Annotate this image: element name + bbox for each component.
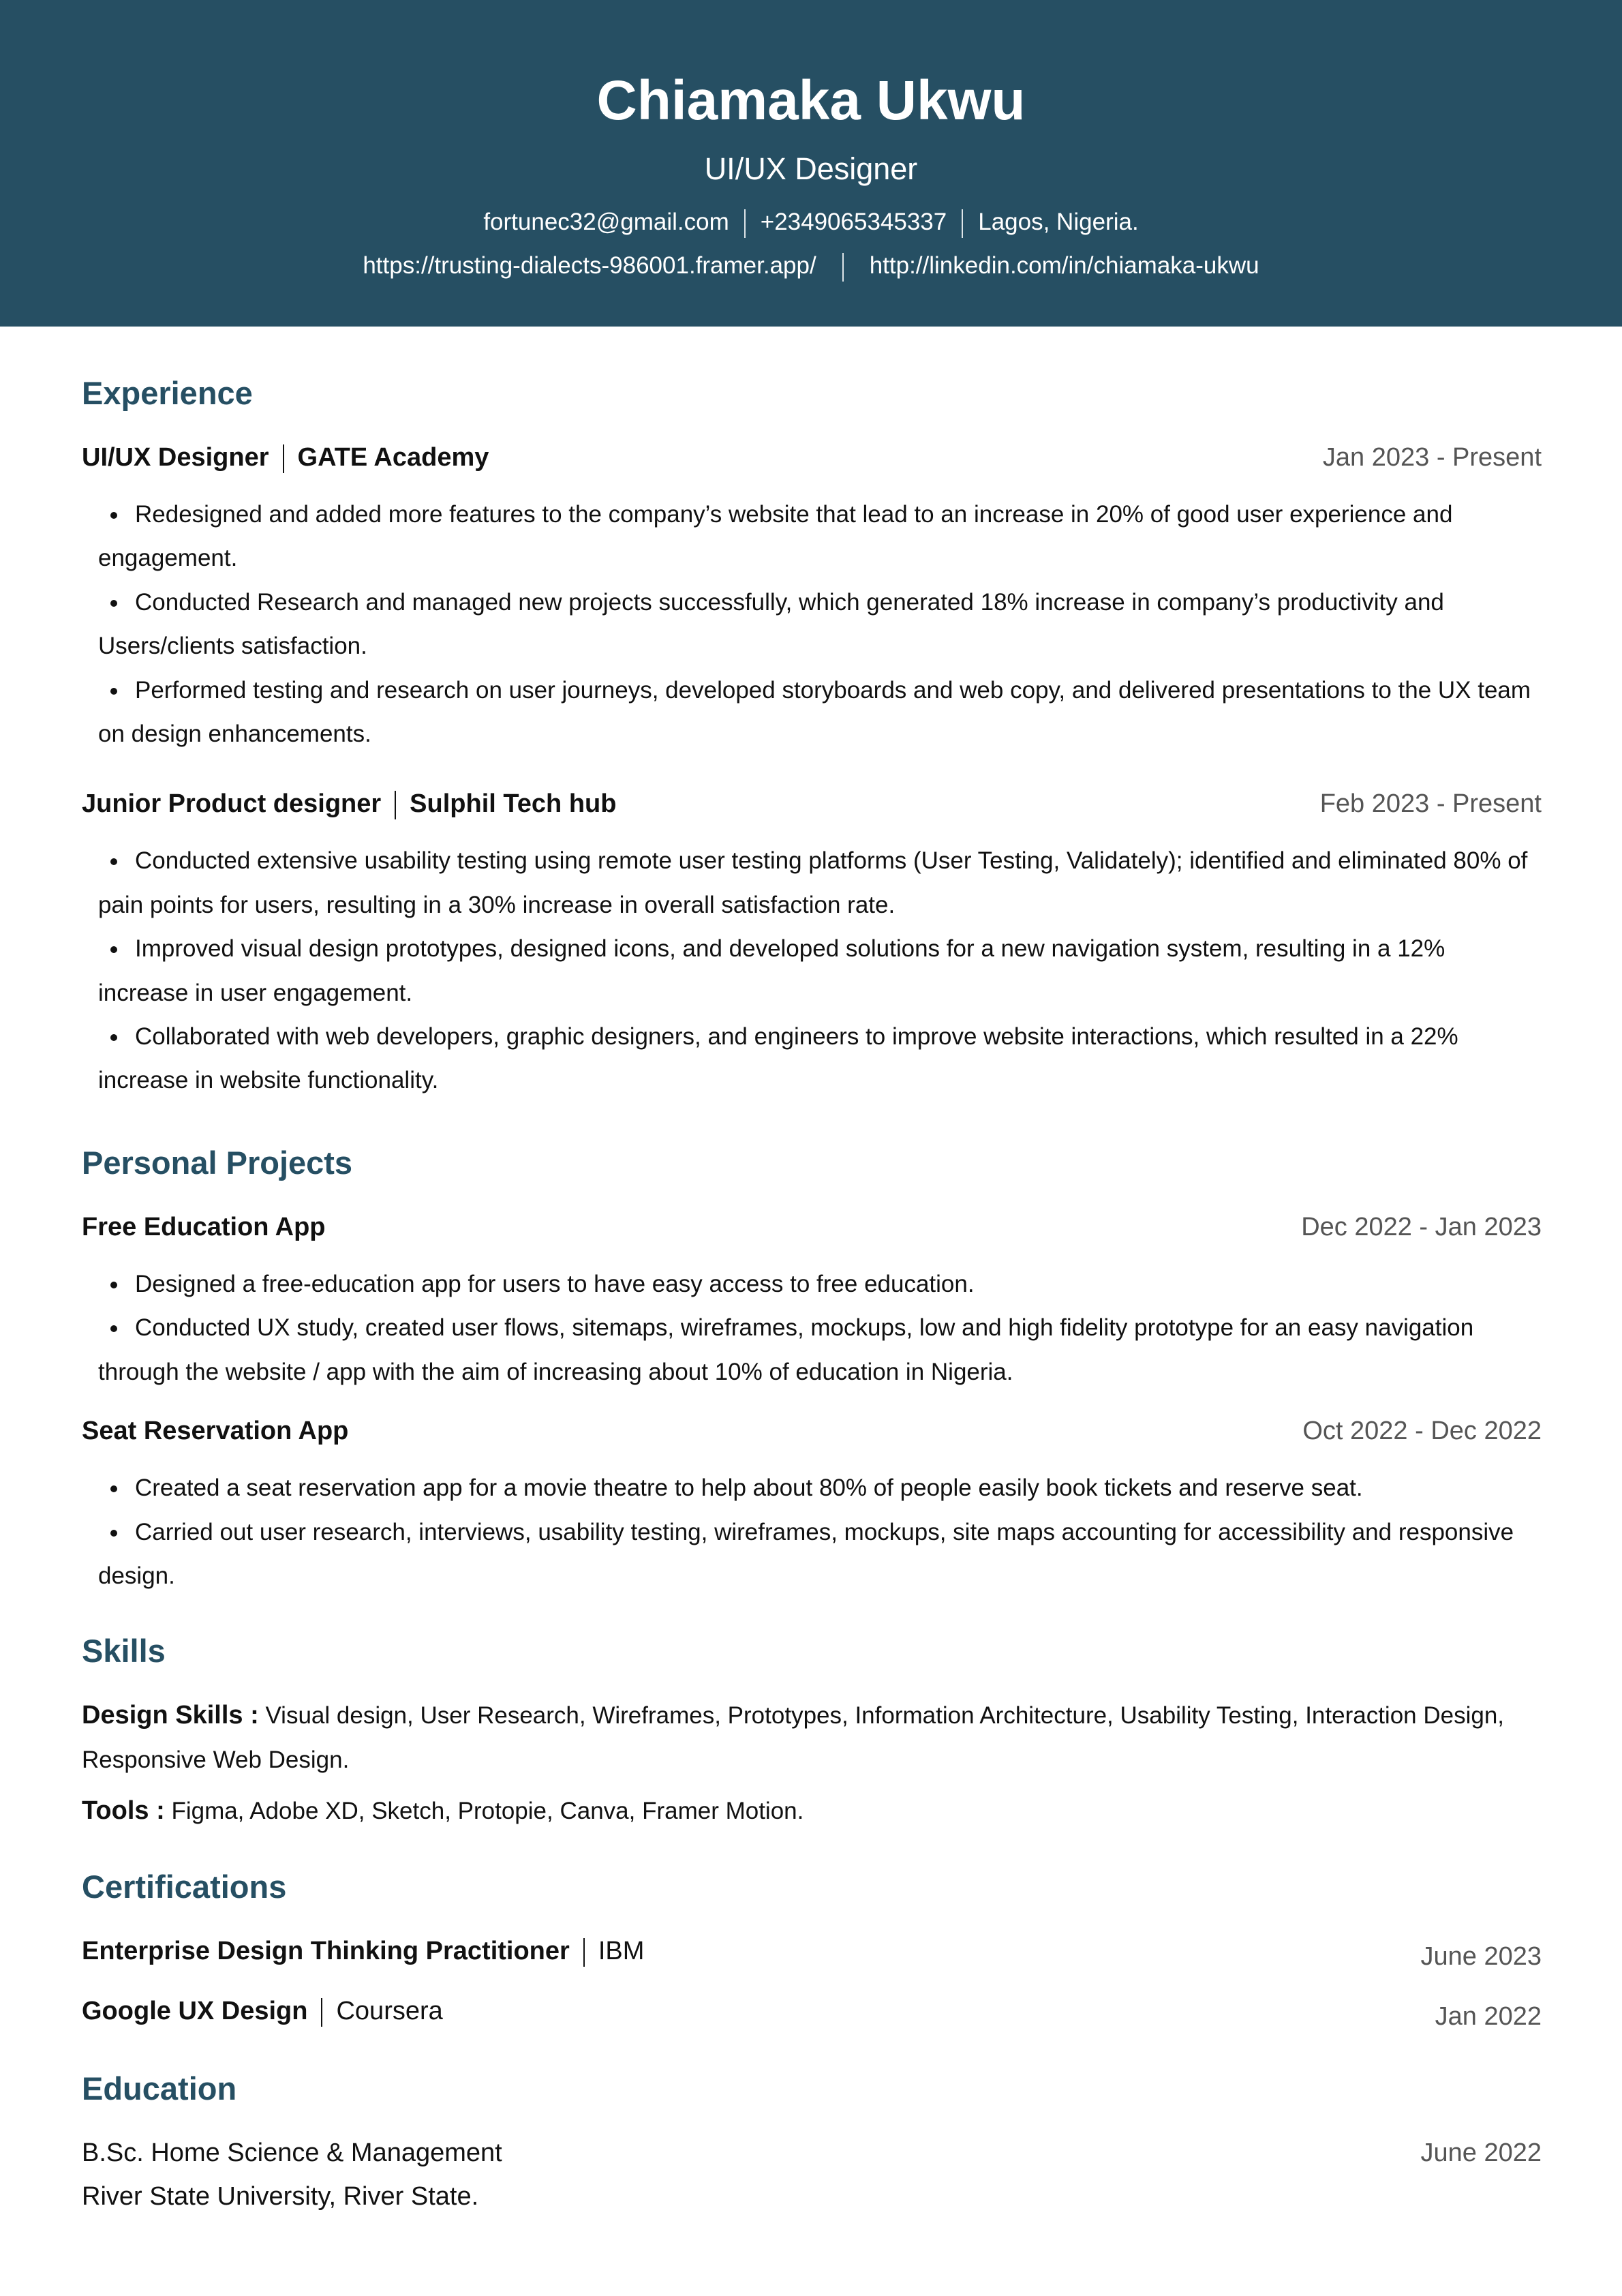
portfolio-link[interactable]: https://trusting-dialects-986001.framer.app/ bbox=[363, 252, 816, 279]
bullet: Conducted Research and managed new projects successfully, which generated 18% increase in company’s productivity and Users/clients satisfaction. bbox=[82, 581, 1542, 669]
divider bbox=[744, 209, 746, 238]
experience-heading: Experience bbox=[82, 375, 253, 411]
design-skills-label: Design Skills : bbox=[82, 1701, 259, 1730]
cert-name: Google UX Design bbox=[82, 1996, 308, 2025]
bullet: Redesigned and added more features to the company’s website that lead to an increase in 20% of good user experience and engagement. bbox=[82, 493, 1542, 581]
cert-date: Jan 2022 bbox=[1435, 2002, 1542, 2031]
project-dates: Dec 2022 - Jan 2023 bbox=[1301, 1212, 1542, 1241]
education-item bbox=[82, 2131, 1542, 2175]
bullet: Carried out user research, interviews, usability testing, wireframes, mockups, site maps accounting for accessibility and responsive design. bbox=[82, 1511, 1542, 1599]
job-dates: Feb 2023 - Present bbox=[1319, 789, 1542, 819]
project-header bbox=[82, 1205, 1542, 1249]
bullet: Improved visual design prototypes, designed icons, and developed solutions for a new navigation system, resulting in a 12% increase in user engagement. bbox=[82, 927, 1542, 1015]
bullet: Conducted UX study, created user flows, sitemaps, wireframes, mockups, low and high fidelity prototype for an easy navigation through the website / app with the aim of increasing about 10% of education in Nigeria. bbox=[82, 1306, 1542, 1394]
divider bbox=[962, 209, 963, 238]
job-dates: Jan 2023 - Present bbox=[1322, 443, 1542, 472]
certification-item bbox=[82, 1929, 1542, 1973]
candidate-title: UI/UX Designer bbox=[704, 151, 918, 186]
project-dates: Oct 2022 - Dec 2022 bbox=[1302, 1417, 1542, 1446]
email-link[interactable]: fortunec32@gmail.com bbox=[483, 209, 729, 235]
tools-value: Figma, Adobe XD, Sketch, Protopie, Canva, Framer Motion. bbox=[164, 1798, 804, 1825]
divider bbox=[583, 1938, 585, 1967]
candidate-name: Chiamaka Ukwu bbox=[596, 70, 1026, 132]
job-company: GATE Academy bbox=[297, 443, 489, 472]
projects-heading: Personal Projects bbox=[82, 1144, 353, 1181]
contact-line-1 bbox=[0, 200, 1622, 244]
divider bbox=[395, 791, 396, 819]
bullet: Created a seat reservation app for a movie theatre to help about 80% of people easily book tickets and reserve seat. bbox=[82, 1466, 1542, 1510]
resume-header bbox=[0, 0, 1622, 327]
job-header bbox=[82, 782, 1542, 826]
phone: +2349065345337 bbox=[760, 209, 947, 235]
project-name: Free Education App bbox=[82, 1212, 326, 1241]
project-header bbox=[82, 1409, 1542, 1453]
school: River State University, River State. bbox=[82, 2181, 479, 2211]
bullet: Designed a free-education app for users to have easy access to free education. bbox=[82, 1263, 1542, 1306]
cert-issuer: Coursera bbox=[336, 1996, 443, 2025]
divider bbox=[842, 253, 844, 282]
skills-heading: Skills bbox=[82, 1633, 166, 1670]
project-name: Seat Reservation App bbox=[82, 1417, 349, 1446]
location: Lagos, Nigeria. bbox=[978, 209, 1139, 235]
design-skills-value: Visual design, User Research, Wireframes, Prototypes, Information Architecture, Usability Testing, Interaction Design, Responsive Web Design. bbox=[82, 1702, 1505, 1773]
divider bbox=[321, 1998, 322, 2027]
divider bbox=[283, 444, 284, 473]
job-role: UI/UX Designer bbox=[82, 443, 269, 472]
degree: B.Sc. Home Science & Management bbox=[82, 2138, 502, 2167]
cert-name: Enterprise Design Thinking Practitioner bbox=[82, 1936, 570, 1965]
tools-label: Tools : bbox=[82, 1796, 165, 1826]
certification-item bbox=[82, 1989, 1542, 2033]
contact-line-2 bbox=[0, 244, 1622, 288]
job-role: Junior Product designer bbox=[82, 789, 382, 819]
design-skills bbox=[82, 1693, 1542, 1782]
certifications-heading: Certifications bbox=[82, 1868, 287, 1905]
bullet: Conducted extensive usability testing using remote user testing platforms (User Testing, Validately); identified and eliminated 80% of pain points for users, resulting in a 30% increase in overall satisfaction rate. bbox=[82, 839, 1542, 927]
linkedin-link[interactable]: http://linkedin.com/in/chiamaka-ukwu bbox=[869, 252, 1259, 279]
education-heading: Education bbox=[82, 2070, 237, 2106]
bullet: Collaborated with web developers, graphic designers, and engineers to improve website interactions, which resulted in a 22% increase in website functionality. bbox=[82, 1015, 1542, 1103]
bullet: Performed testing and research on user journeys, developed storyboards and web copy, and delivered presentations to the UX team on design enhancements. bbox=[82, 669, 1542, 757]
tools bbox=[82, 1789, 1542, 1833]
education-date: June 2022 bbox=[1420, 2138, 1542, 2167]
cert-date: June 2023 bbox=[1420, 1942, 1542, 1971]
cert-issuer: IBM bbox=[598, 1936, 645, 1965]
school-row bbox=[82, 2175, 1542, 2218]
job-header bbox=[82, 436, 1542, 479]
job-company: Sulphil Tech hub bbox=[410, 789, 617, 819]
